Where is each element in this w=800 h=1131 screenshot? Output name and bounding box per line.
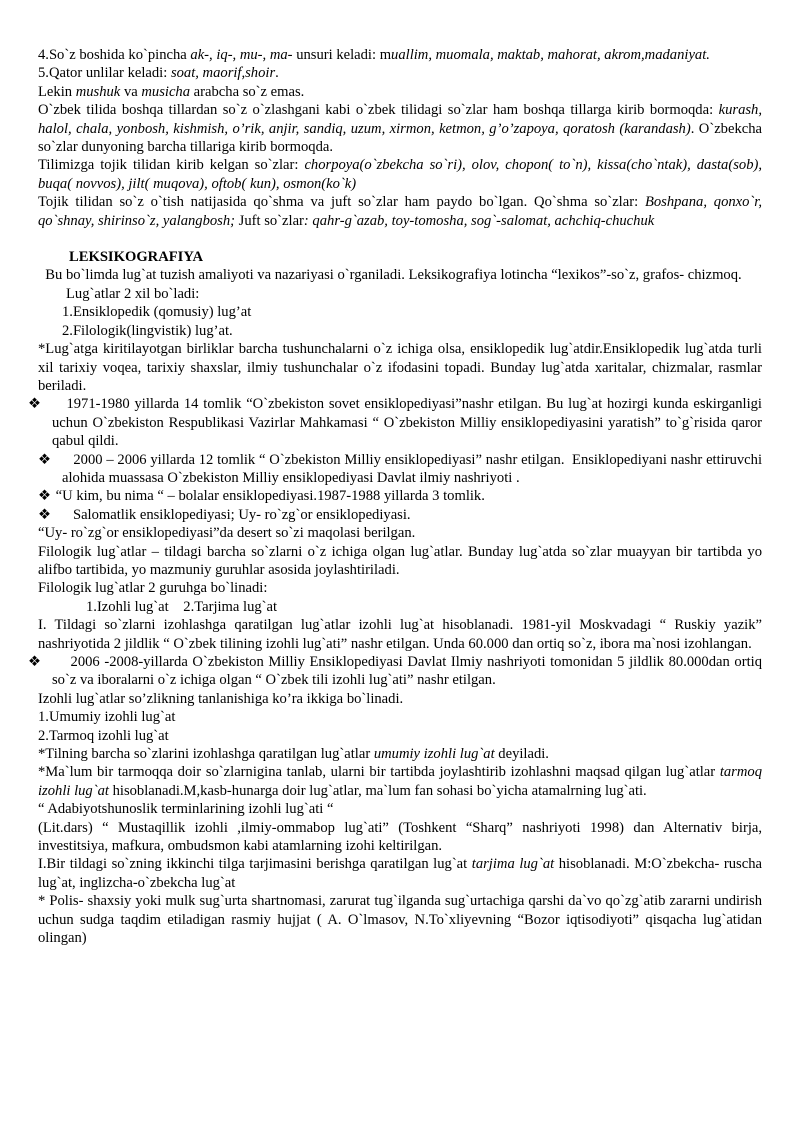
italic-text: uallim, muomala, maktab, mahorat, akrom,madaniyat. (391, 47, 710, 63)
paragraph: Filologik lug`atlar – tildagi barcha so`zlarni o`z ichiga olgan lug`atlar. Bunday lug`atda so`zlar muayyan bir tartibda yo alifbo tartibida, yo mazmuniy guruhlar asosida joylashtiriladi. (38, 543, 762, 578)
italic-text: tarjima lug`at (471, 856, 555, 873)
text-run: arabcha so`z emas. (190, 83, 305, 100)
bullet-item (28, 395, 766, 450)
bullet-text: 1971-1980 yillarda 14 tomlik “O`zbekiston sovet ensiklopediyasi”nashr etilgan. Bu lug`at hozirgi kunda eskirganligi uchun O`zbekiston Respublikasi Vazirlar Mahkamasi “ O`zbekiston Milliy ensiklopediyasini yaratish” to`g`risida qaror qabul qildi. (52, 396, 766, 450)
paragraph (38, 745, 762, 763)
paragraph (38, 46, 762, 64)
diamond-bullet-icon: ❖ (38, 488, 52, 505)
italic-text: ak-, iq-, mu-, ma- (190, 47, 293, 63)
paragraph: I. Tildagi so`zlarni izohlashga qaratilgan lug`atlar izohli lug`at hisoblanadi. 1981-yil Moskvadagi “ Ruskiy yazik” nashriyotida 2 jildlik “ O`zbek tilining izohli lug`ati” nashr etilgan. Unda 60.000 dan ortiq so`z, ibora ma`nosi izohlangan. (38, 617, 762, 652)
paragraph: “Uy- ro`zg`or ensiklopediyasi”da desert so`zi maqolasi berilgan. (38, 525, 416, 542)
bullet-text: 2006 -2008-yillarda O`zbekiston Milliy Ensiklopediyasi Davlat Ilmiy nashriyoti tomonidan 5 jildlik 80.000dan ortiq so`z va iboralarni o`z ichiga olgan “ O`zbek tili izohli lug`ati” nashr etilgan. (52, 654, 766, 689)
paragraph: “ Adabiyotshunoslik terminlarining izohli lug`ati “ (38, 801, 334, 818)
italic-text: musicha (141, 83, 191, 100)
paragraph: Lug`atlar 2 xil bo`ladi: (66, 285, 200, 302)
paragraph (38, 193, 762, 230)
paragraph (38, 83, 762, 101)
italic-text: Boshpana, qonxo`r, qo`shnay, shirinso`z, yalangbosh; (38, 194, 763, 229)
paragraph: Bu bo`limda lug`at tuzish amaliyoti va nazariyasi o`rganiladi. Leksikografiya lotincha “lexikos”-so`z, grafos- chizmoq. (38, 267, 742, 284)
bullet-text: “U kim, bu nima “ – bolalar ensiklopediyasi.1987-1988 yillarda 3 tomlik. (52, 488, 485, 505)
paragraph (38, 156, 762, 193)
paragraph: (Lit.dars) “ Mustaqillik izohli ,ilmiy-ommabop lug`ati” (Toshkent “Sharq” nashriyoti 1998) dan Alternativ birja, investitsiya, mafkura, ombudsmon kabi atamlarning izohi keltirilgan. (38, 819, 762, 855)
italic-text: mushuk (75, 83, 121, 100)
text-run: 4.So`z boshida ko`pincha (38, 47, 191, 63)
text-run: unsuri keladi: m (292, 47, 392, 63)
italic-text: tarmoq izohli lug`at (38, 764, 762, 799)
text-run: . (275, 65, 279, 82)
text-run: . O`zbekcha so`zlar dunyoning barcha tillariga kirib bormoqda. (38, 120, 762, 156)
text-run: va (120, 83, 142, 100)
italic-text: : qahr-g`azab, toy-tomosha, sog`-salomat, achchiq-chuchuk (303, 212, 655, 229)
bullet-text: Salomatlik ensiklopediyasi; Uy- ro`zg`or ensiklopediyasi. (62, 506, 411, 523)
italic-text: kurash, halol, chala, yonbosh, kishmish, o’rik, anjir, sandiq, uzum, xirmon, ketmon, g’o’zapoya, qoratosh (karandash) (38, 102, 762, 137)
italic-text: soat, maorif,shoir (170, 65, 276, 82)
bullet-item (28, 653, 766, 690)
italic-text: umumiy izohli lug`at (373, 746, 495, 763)
text-run: 5.Qator unlilar keladi: (38, 65, 171, 82)
paragraph: Filologik lug`atlar 2 guruhga bo`linadi: (38, 580, 268, 597)
paragraph: *Lug`atga kiritilayotgan birliklar barcha tushunchalarni o`z ichiga olsa, ensiklopedik lug`atdir.Ensiklopedik lug`atda turli xil tarixiy voqea, tarixiy shaxslar, ilmiy tushunchalar o`z ifodasini topadi. Bunday lug`atda xaritalar, chizmalar, rasmlar beriladi. (38, 341, 762, 394)
list-item: 1.Ensiklopedik (qomusiy) lug’at (62, 304, 252, 321)
text-run: deyiladi. (494, 746, 549, 763)
list-item: 2.Tarmoq izohli lug`at (38, 727, 169, 744)
text-run: Tilimizga tojik tilidan kirib kelgan so`zlar: (38, 157, 305, 174)
list-item: 1.Umumiy izohli lug`at (38, 709, 176, 726)
text-run: O`zbek tilida boshqa tillardan so`z o`zlashgani kabi o`zbek tilidagi so`zlar ham boshqa tillarga kirib bormoqda: (38, 102, 719, 119)
document-page (28, 46, 766, 948)
paragraph (38, 64, 762, 82)
section-heading: LEKSIKOGRAFIYA (69, 249, 204, 266)
paragraph: * Polis- shaxsiy yoki mulk sug`urta shartnomasi, zarurat tug`ilganda sug`urtachiga qarshi da`vo qo`zg`atib zararni undirish uchun sudga taqdim etiladigan rasmiy hujjat ( A. O`lmasov, N.To`xliyevning “Bozor iqtisodiyoti” qisqacha lug`atidan olingan) (38, 893, 762, 947)
paragraph (38, 855, 762, 892)
paragraph: Izohli lug`atlar so’zlikning tanlanishiga ko’ra ikkiga bo`linadi. (38, 690, 404, 707)
spacer (38, 230, 762, 248)
paragraph: 1.Izohli lug`at 2.Tarjima lug`at (86, 598, 278, 615)
paragraph (38, 763, 762, 800)
text-run: Lekin (38, 83, 76, 100)
text-run: hisoblanadi. M:O`zbekcha- ruscha lug`at, inglizcha-o`zbekcha lug`at (38, 856, 762, 891)
italic-text: chorpoya(o`zbekcha so`ri), olov, chopon( to`n), kissa(cho`ntak), dasta(sob), buqa( novvos), jilt( muqova), oftob( kun), osmon(ko`k) (38, 157, 762, 192)
paragraph (38, 101, 762, 156)
diamond-bullet-icon: ❖ (28, 654, 42, 670)
text-run: Juft so`zlar (235, 212, 304, 229)
bullet-item (38, 487, 762, 505)
list-item: 2.Filologik(lingvistik) lug’at. (62, 322, 233, 339)
diamond-bullet-icon: ❖ (38, 506, 52, 523)
diamond-bullet-icon: ❖ (28, 396, 42, 413)
text-run: *Tilning barcha so`zlarini izohlashga qaratilgan lug`atlar (38, 746, 374, 763)
text-run: *Ma`lum bir tarmoqqa doir so`zlarnigina tanlab, ularni bir tartibda joylashtirib izohlashni maqsad qilgan lug`atlar (38, 764, 720, 781)
bullet-text: 2000 – 2006 yillarda 12 tomlik “ O`zbekiston Milliy ensiklopediyasi” nashr etilgan. Ensiklopediyani nashr ettiruvchi alohida muassasa O`zbekiston Milliy ensiklopediyasi Davlat ilmiy nashriyoti . (62, 451, 766, 486)
text-run: hisoblanadi.M,kasb-hunarga doir lug`atlar, ma`lum fan sohasi bo`yicha atamalrning lug`ati. (108, 782, 647, 799)
text-run: Tojik tilidan so`z o`tish natijasida qo`shma va juft so`zlar ham paydo bo`lgan. Qo`shma so`zlar: (38, 194, 645, 211)
bullet-item (38, 451, 766, 488)
diamond-bullet-icon: ❖ (38, 451, 52, 468)
bullet-item (38, 506, 762, 524)
text-run: I.Bir tildagi so`zning ikkinchi tilga tarjimasini berishga qaratilgan lug`at (38, 856, 472, 873)
